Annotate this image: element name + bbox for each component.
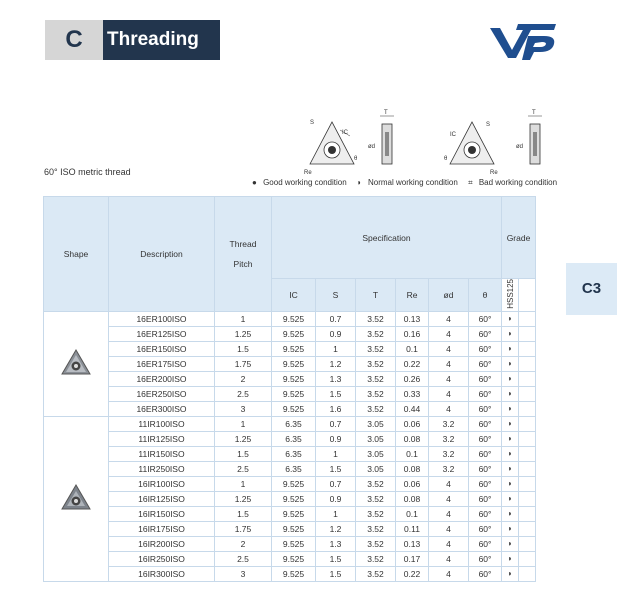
cell-s: 0.7 [316,476,356,491]
cell-theta: 60° [469,476,502,491]
cell-ic: 6.35 [272,431,316,446]
cell-re: 0.08 [396,431,429,446]
header-grade: Grade [502,197,536,279]
cell-theta: 60° [469,386,502,401]
vp-logo-icon [488,22,558,62]
cell-t: 3.52 [356,476,396,491]
cell-od: 4 [429,551,469,566]
subtitle: 60° ISO metric thread [44,167,131,177]
cell-thread-pitch: 1.5 [215,506,272,521]
cell-thread-pitch: 2 [215,536,272,551]
table-row [44,461,536,476]
header-grade-empty [519,279,536,312]
cell-t: 3.52 [356,326,396,341]
header-thread-pitch: Thread Pitch [215,197,272,312]
cell-ic: 9.525 [272,311,316,326]
cell-s: 0.7 [316,311,356,326]
cell-od: 4 [429,506,469,521]
cell-grade-hss125: ◗ [502,551,519,566]
cell-grade-hss125: ◗ [502,431,519,446]
cell-grade-empty [519,341,536,356]
cell-description: 11IR125ISO [109,431,215,446]
section-title: Threading [107,29,199,50]
external-insert-diagram [304,120,358,176]
diagram-label-t-2: T [532,110,536,116]
cell-re: 0.1 [396,506,429,521]
cell-t: 3.52 [356,386,396,401]
cell-grade-hss125: ◗ [502,416,519,431]
table-row [44,416,536,431]
cell-grade-hss125: ◗ [502,536,519,551]
table-row [44,326,536,341]
legend-item-bad: ⌗ Bad working condition [468,178,558,187]
cell-ic: 6.35 [272,416,316,431]
cell-t: 3.52 [356,536,396,551]
cell-thread-pitch: 2.5 [215,386,272,401]
cell-s: 1 [316,506,356,521]
cell-grade-empty [519,401,536,416]
header-re: Re [396,279,429,312]
cell-thread-pitch: 1 [215,476,272,491]
cell-od: 3.2 [429,461,469,476]
cell-od: 4 [429,371,469,386]
cell-ic: 9.525 [272,356,316,371]
table-row [44,386,536,401]
cell-description: 11IR100ISO [109,416,215,431]
cell-theta: 60° [469,446,502,461]
cell-grade-hss125: ◗ [502,386,519,401]
cell-grade-empty [519,536,536,551]
cell-t: 3.52 [356,311,396,326]
diagram-label-od-2: ød [516,144,524,150]
cell-description: 16ER250ISO [109,386,215,401]
cell-theta: 60° [469,551,502,566]
cell-od: 4 [429,311,469,326]
cell-re: 0.22 [396,566,429,581]
cell-grade-empty [519,491,536,506]
internal-side-diagram [516,110,542,164]
table-row [44,566,536,581]
cell-thread-pitch: 1.5 [215,446,272,461]
cell-t: 3.52 [356,356,396,371]
cell-grade-hss125: ◗ [502,401,519,416]
cell-description: 16ER100ISO [109,311,215,326]
cell-t: 3.52 [356,521,396,536]
cell-re: 0.08 [396,461,429,476]
cell-thread-pitch: 1.25 [215,431,272,446]
cell-thread-pitch: 1.25 [215,491,272,506]
cell-t: 3.52 [356,491,396,506]
cell-t: 3.52 [356,371,396,386]
cell-thread-pitch: 1.5 [215,341,272,356]
cell-re: 0.06 [396,476,429,491]
cell-od: 3.2 [429,416,469,431]
table-row [44,476,536,491]
external-threading-insert-icon [44,311,109,416]
cell-ic: 9.525 [272,341,316,356]
cell-ic: 9.525 [272,521,316,536]
cell-grade-hss125: ◗ [502,326,519,341]
cell-s: 1.5 [316,566,356,581]
cell-t: 3.52 [356,341,396,356]
cell-grade-empty [519,476,536,491]
cell-od: 3.2 [429,446,469,461]
cell-grade-hss125: ◗ [502,506,519,521]
cell-grade-empty [519,371,536,386]
external-side-diagram [368,110,394,164]
cell-s: 0.9 [316,491,356,506]
table-row [44,341,536,356]
cell-theta: 60° [469,311,502,326]
header-specification: Specification [272,197,502,279]
insert-dimension-diagrams [300,110,560,176]
cell-s: 1.5 [316,551,356,566]
cell-re: 0.33 [396,386,429,401]
cell-od: 4 [429,566,469,581]
cell-re: 0.08 [396,491,429,506]
cell-ic: 6.35 [272,446,316,461]
cell-description: 16ER150ISO [109,341,215,356]
cell-theta: 60° [469,326,502,341]
header-grade-hss125: HSS125 [502,279,519,312]
cell-grade-empty [519,311,536,326]
cell-grade-hss125: ◗ [502,371,519,386]
table-row [44,521,536,536]
cell-ic: 9.525 [272,326,316,341]
legend-item-good: ● Good working condition [252,178,347,187]
table-row [44,551,536,566]
cell-t: 3.05 [356,446,396,461]
cell-s: 0.9 [316,326,356,341]
cell-re: 0.16 [396,326,429,341]
cell-theta: 60° [469,521,502,536]
cell-s: 1.5 [316,461,356,476]
diagram-label-ic: IC [342,130,348,136]
cell-grade-empty [519,386,536,401]
cell-ic: 9.525 [272,476,316,491]
table-row [44,536,536,551]
cell-description: 16IR250ISO [109,551,215,566]
table-row [44,446,536,461]
cell-theta: 60° [469,356,502,371]
cell-re: 0.1 [396,341,429,356]
header-od: ød [429,279,469,312]
cell-theta: 60° [469,416,502,431]
cell-s: 1.3 [316,371,356,386]
diagram-label-t: T [384,110,388,116]
cell-ic: 9.525 [272,491,316,506]
cell-grade-empty [519,551,536,566]
cell-ic: 9.525 [272,566,316,581]
cell-grade-empty [519,326,536,341]
diagram-label-re: Re [304,170,312,176]
condition-legend [252,178,565,188]
diagram-label-theta: θ [354,156,358,162]
header-theta: θ [469,279,502,312]
cell-t: 3.52 [356,506,396,521]
diagram-label-re-2: Re [490,170,498,176]
cell-grade-empty [519,521,536,536]
cell-s: 1.3 [316,536,356,551]
header-ic: IC [272,279,316,312]
section-tab-c3[interactable]: C3 [566,263,617,315]
cell-thread-pitch: 1.75 [215,521,272,536]
cell-thread-pitch: 1 [215,416,272,431]
cell-re: 0.13 [396,536,429,551]
cell-description: 16IR125ISO [109,491,215,506]
cell-grade-hss125: ◗ [502,356,519,371]
cell-od: 4 [429,356,469,371]
cell-t: 3.05 [356,461,396,476]
cell-description: 16ER200ISO [109,371,215,386]
internal-threading-insert-icon [44,416,109,581]
cell-grade-hss125: ◗ [502,566,519,581]
cell-grade-empty [519,461,536,476]
cell-t: 3.52 [356,566,396,581]
cell-theta: 60° [469,536,502,551]
cell-description: 16IR150ISO [109,506,215,521]
header-t: T [356,279,396,312]
cell-description: 16IR200ISO [109,536,215,551]
cell-thread-pitch: 1 [215,311,272,326]
cell-thread-pitch: 1.25 [215,326,272,341]
cell-od: 4 [429,521,469,536]
cell-grade-empty [519,446,536,461]
cell-theta: 60° [469,506,502,521]
cell-ic: 9.525 [272,401,316,416]
cell-ic: 6.35 [272,461,316,476]
cell-od: 4 [429,326,469,341]
cell-thread-pitch: 3 [215,566,272,581]
cell-grade-hss125: ◗ [502,491,519,506]
cell-theta: 60° [469,371,502,386]
cell-re: 0.26 [396,371,429,386]
cell-t: 3.05 [356,416,396,431]
cell-grade-hss125: ◗ [502,446,519,461]
cell-theta: 60° [469,461,502,476]
header-description: Description [109,197,215,312]
table-row [44,431,536,446]
cell-theta: 60° [469,341,502,356]
cell-description: 11IR150ISO [109,446,215,461]
section-header [45,20,220,60]
cell-od: 3.2 [429,431,469,446]
diagram-label-s: S [310,120,315,126]
diagram-label-s-2: S [486,122,491,128]
cell-description: 11IR250ISO [109,461,215,476]
cell-grade-empty [519,431,536,446]
cell-description: 16IR175ISO [109,521,215,536]
table-row [44,491,536,506]
cell-od: 4 [429,386,469,401]
cell-description: 16IR100ISO [109,476,215,491]
cell-re: 0.13 [396,311,429,326]
table-row [44,311,536,326]
table-row [44,506,536,521]
section-letter: C [45,20,103,60]
cell-theta: 60° [469,431,502,446]
cell-theta: 60° [469,491,502,506]
cell-re: 0.1 [396,446,429,461]
cell-grade-empty [519,566,536,581]
cell-description: 16ER175ISO [109,356,215,371]
cell-grade-empty [519,416,536,431]
cell-od: 4 [429,401,469,416]
legend-item-normal: ◗ Normal working condition [356,178,458,187]
cell-grade-hss125: ◗ [502,476,519,491]
cell-thread-pitch: 2.5 [215,461,272,476]
cell-re: 0.17 [396,551,429,566]
cell-s: 1.2 [316,356,356,371]
table-row [44,371,536,386]
cell-od: 4 [429,476,469,491]
cell-od: 4 [429,536,469,551]
cell-grade-empty [519,506,536,521]
cell-s: 1 [316,446,356,461]
cell-t: 3.52 [356,401,396,416]
cell-grade-hss125: ◗ [502,461,519,476]
cell-grade-hss125: ◗ [502,521,519,536]
cell-thread-pitch: 3 [215,401,272,416]
header-shape: Shape [44,197,109,312]
cell-ic: 9.525 [272,506,316,521]
cell-description: 16ER125ISO [109,326,215,341]
cell-s: 1.5 [316,386,356,401]
cell-thread-pitch: 2 [215,371,272,386]
cell-ic: 9.525 [272,536,316,551]
cell-s: 1.2 [316,521,356,536]
cell-grade-hss125: ◗ [502,311,519,326]
cell-re: 0.11 [396,521,429,536]
spec-table [43,196,536,582]
cell-ic: 9.525 [272,386,316,401]
cell-ic: 9.525 [272,371,316,386]
cell-s: 1.6 [316,401,356,416]
cell-t: 3.05 [356,431,396,446]
table-row [44,401,536,416]
cell-ic: 9.525 [272,551,316,566]
cell-od: 4 [429,491,469,506]
cell-grade-hss125: ◗ [502,341,519,356]
table-row [44,356,536,371]
header-s: S [316,279,356,312]
cell-description: 16ER300ISO [109,401,215,416]
cell-thread-pitch: 2.5 [215,551,272,566]
cell-re: 0.44 [396,401,429,416]
diagram-label-theta-2: θ [444,156,448,162]
cell-re: 0.06 [396,416,429,431]
cell-s: 0.7 [316,416,356,431]
cell-grade-empty [519,356,536,371]
diagram-label-od: ød [368,144,376,150]
cell-s: 1 [316,341,356,356]
cell-theta: 60° [469,566,502,581]
cell-s: 0.9 [316,431,356,446]
diagram-label-ic-2: IC [450,132,456,138]
cell-od: 4 [429,341,469,356]
cell-t: 3.52 [356,551,396,566]
cell-theta: 60° [469,401,502,416]
cell-description: 16IR300ISO [109,566,215,581]
cell-thread-pitch: 1.75 [215,356,272,371]
internal-insert-diagram [444,122,498,176]
cell-re: 0.22 [396,356,429,371]
